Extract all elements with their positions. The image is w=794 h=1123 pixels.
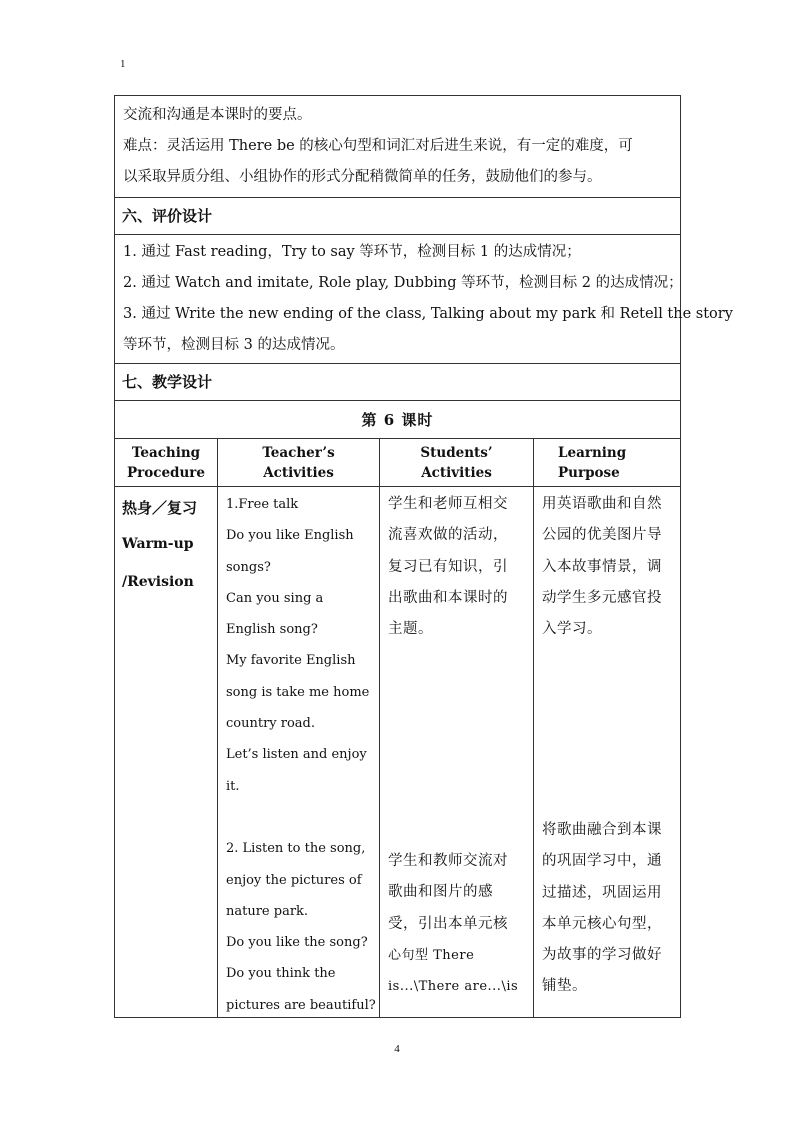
- teacher-line: English song?: [226, 622, 318, 638]
- teacher-line: My favorite English: [226, 653, 356, 669]
- table-row-warmup: [115, 487, 680, 1017]
- page-number-top: 1: [120, 58, 126, 70]
- header-text: Learning: [558, 444, 627, 461]
- header-text: Procedure: [126, 464, 206, 481]
- purpose-line: 的巩固学习中，通: [542, 853, 662, 870]
- teacher-line: country road.: [226, 716, 316, 732]
- teacher-line: it.: [226, 778, 240, 794]
- student-block-1: [388, 489, 527, 645]
- teacher-line: song is take me home: [226, 684, 370, 700]
- header-text: Students’: [420, 444, 493, 461]
- student-line: 复习已有知识，引: [388, 558, 508, 575]
- teacher-line: Do you think the: [226, 966, 336, 982]
- procedure-label-en: /Revision: [122, 574, 194, 590]
- design-title: 七、教学设计: [115, 364, 680, 401]
- procedure-label-en: Warm-up: [122, 536, 194, 552]
- header-text: Activities: [421, 464, 492, 481]
- lesson-plan-table: [114, 95, 733, 1018]
- student-activities-cell: [380, 487, 534, 1017]
- purpose-line: 动学生多元感官投: [542, 589, 662, 606]
- header-student-activities: [380, 439, 534, 486]
- page-number-bottom: 4: [394, 1043, 400, 1055]
- table-header-row: [115, 439, 680, 487]
- purpose-line: 铺垫。: [542, 978, 587, 995]
- intro-line: 以采取异质分组、小组协作的形式分配稍微简单的任务，鼓励他们的参与。: [123, 169, 602, 185]
- intro-line: 难点：灵活运用 There be 的核心句型和词汇对后进生来说，有一定的难度，可: [123, 138, 633, 154]
- purpose-line: 过描述，巩固运用: [542, 884, 662, 901]
- student-line: 流喜欢做的活动，: [388, 527, 508, 544]
- header-text: Activities: [263, 464, 334, 481]
- student-line: is...\There are...\is: [388, 979, 519, 995]
- teacher-line: 2. Listen to the song,: [226, 841, 366, 857]
- student-line: 歌曲和图片的感: [388, 884, 493, 901]
- header-text: Purpose: [558, 464, 620, 481]
- student-line: 学生和教师交流对: [388, 853, 508, 869]
- teacher-line: 1.Free talk: [226, 497, 299, 512]
- evaluation-line: 2. 通过 Watch and imitate, Role play, Dubbing 等环节，检测目标 2 的达成情况；: [123, 275, 683, 291]
- header-teacher-activities: [218, 439, 380, 486]
- evaluation-section: [115, 235, 733, 364]
- purpose-block-1: [542, 489, 674, 645]
- procedure-cell: [115, 487, 218, 1017]
- purpose-line: 将歌曲融合到本课: [542, 822, 662, 838]
- intro-section: [115, 96, 680, 198]
- student-block-2: [388, 846, 518, 1002]
- learning-purpose-cell: [534, 487, 680, 1017]
- teacher-activities-cell: [218, 487, 380, 1017]
- header-procedure: [115, 439, 218, 486]
- teacher-line: nature park.: [226, 903, 309, 919]
- teacher-line: pictures are beautiful?: [226, 997, 376, 1013]
- student-line: 心句型 There: [388, 947, 475, 963]
- header-text: Teacher’s: [262, 444, 335, 461]
- purpose-line: 入本故事情景，调: [542, 558, 662, 575]
- teacher-line: Let’s listen and enjoy: [226, 747, 367, 763]
- header-text: Teaching: [131, 444, 201, 461]
- evaluation-line: 3. 通过 Write the new ending of the class, Talking about my park 和 Retell the story: [123, 306, 733, 322]
- purpose-line: 用英语歌曲和自然: [542, 496, 662, 512]
- evaluation-line: 等环节，检测目标 3 的达成情况。: [123, 337, 345, 353]
- procedure-label-cn: 热身／复习: [122, 499, 198, 517]
- student-line: 主题。: [388, 621, 433, 638]
- student-line: 学生和老师互相交: [388, 496, 508, 512]
- evaluation-line: 1. 通过 Fast reading，Try to say 等环节，检测目标 1 的达成情况；: [123, 244, 581, 260]
- evaluation-title: 六、评价设计: [115, 198, 680, 235]
- header-learning-purpose: [534, 439, 680, 486]
- purpose-line: 入学习。: [542, 621, 602, 638]
- purpose-block-2: [542, 815, 662, 1003]
- teacher-line: songs?: [226, 559, 271, 575]
- purpose-line: 公园的优美图片导: [542, 527, 662, 544]
- teacher-line: enjoy the pictures of: [226, 872, 362, 888]
- teacher-line: Do you like the song?: [226, 935, 368, 951]
- student-line: 受，引出本单元核: [388, 915, 508, 932]
- student-line: 出歌曲和本课时的: [388, 589, 508, 606]
- intro-line: 交流和沟通是本课时的要点。: [123, 107, 312, 123]
- teacher-line: Do you like English: [226, 528, 354, 544]
- lesson-title: 第 6 课时: [115, 401, 680, 439]
- purpose-line: 本单元核心句型，: [542, 915, 662, 932]
- purpose-line: 为故事的学习做好: [542, 947, 662, 964]
- teacher-line: Can you sing a: [226, 590, 324, 606]
- teacher-line-spacer: [226, 802, 373, 833]
